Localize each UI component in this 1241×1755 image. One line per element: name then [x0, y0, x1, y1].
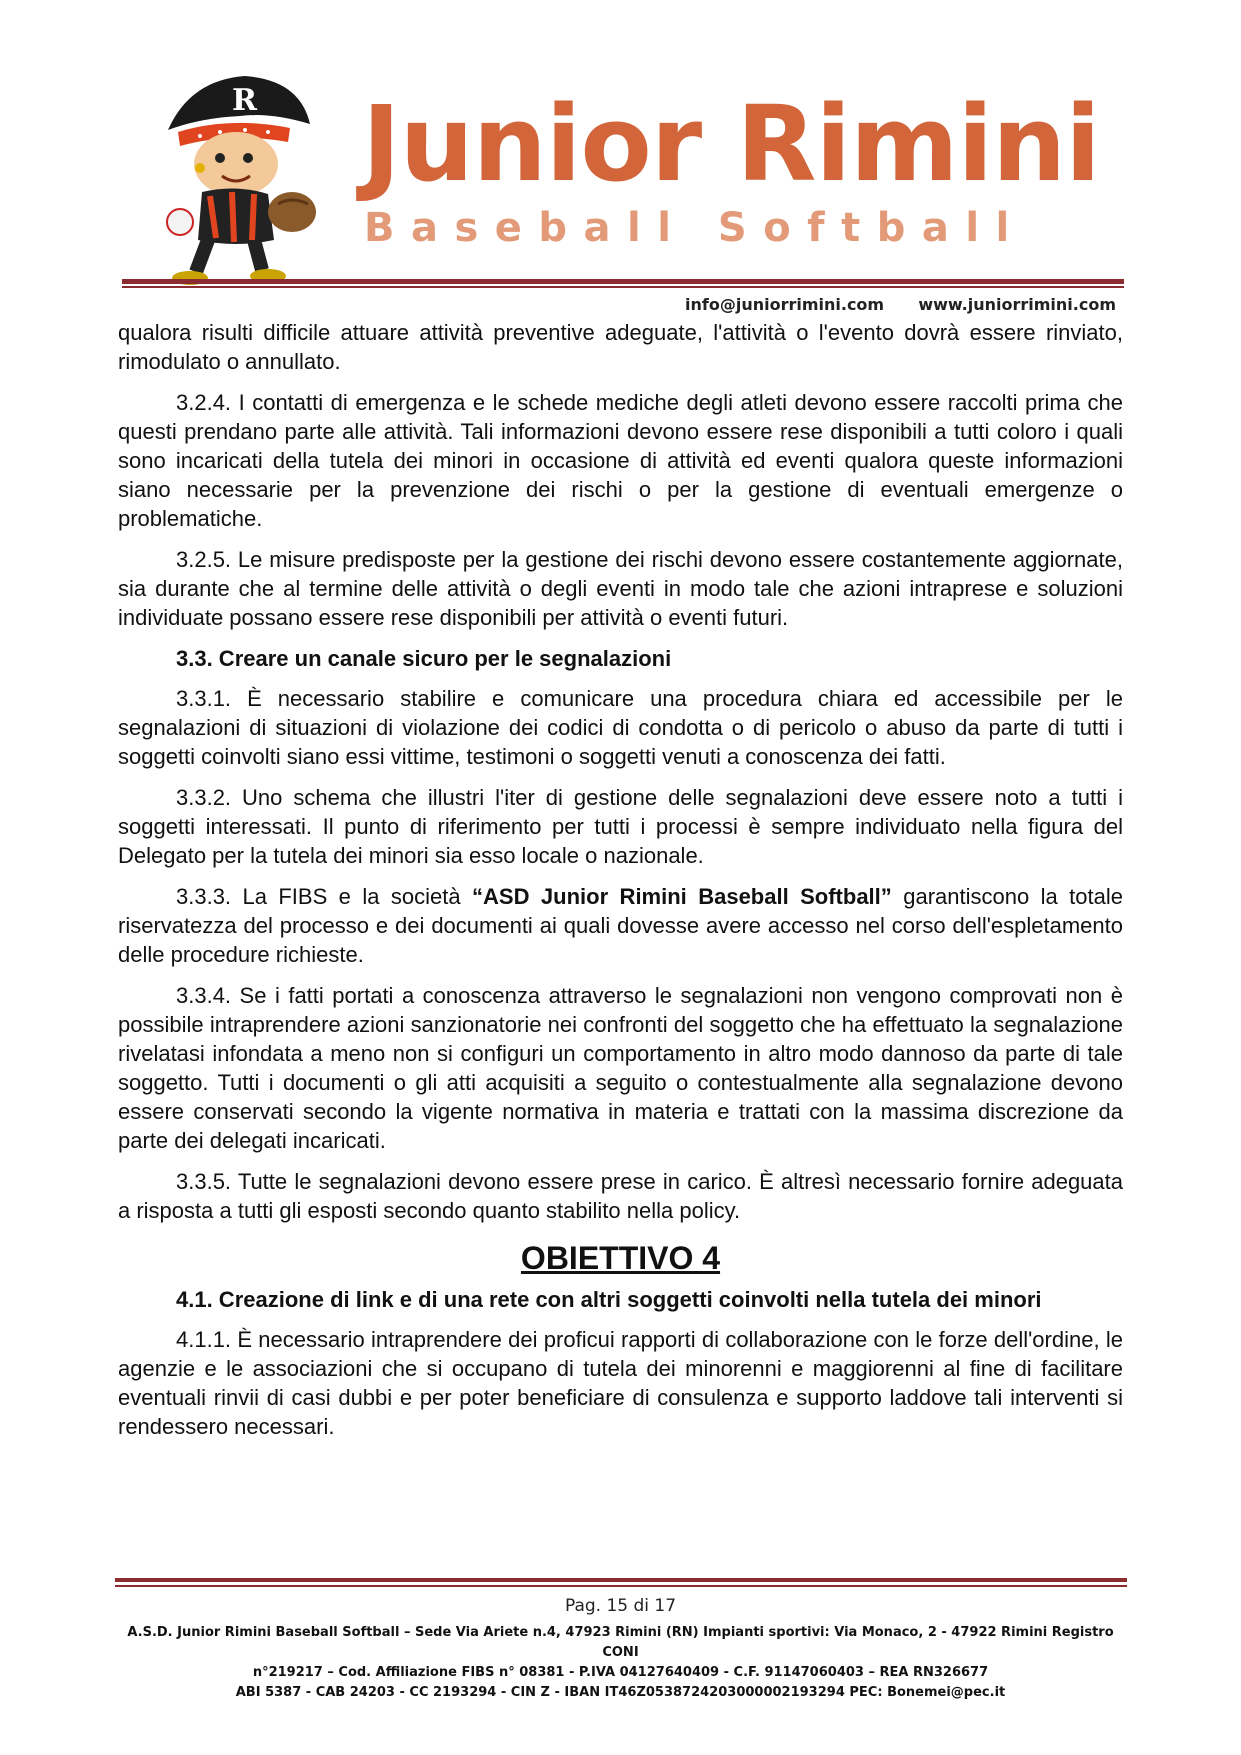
organization-name: “ASD Junior Rimini Baseball Softball” [472, 884, 892, 909]
section-heading-3-3: 3.3. Creare un canale sicuro per le segnalazioni [176, 646, 672, 671]
document-body [118, 318, 1123, 1453]
contact-website[interactable]: www.juniorrimini.com [918, 295, 1116, 314]
pirate-mascot-logo [150, 72, 325, 287]
page-number: Pag. 15 di 17 [564, 1596, 677, 1616]
legal-line-3: ABI 5387 - CAB 24203 - CC 2193294 - CIN Z - IBAN IT46Z0538724203000002193294 PEC: Bonemei@pec.it [235, 1685, 1006, 1700]
footer-legal [120, 1623, 1121, 1703]
paragraph-3-3-5: 3.3.5. Tutte le segnalazioni devono essere prese in carico. È altresì necessario fornire adeguata a risposta a tutti gli esposti secondo quanto stabilito nella policy. [118, 1169, 1123, 1223]
contact-email[interactable]: info@juniorrimini.com [685, 295, 885, 314]
paragraph-3-3-2: 3.3.2. Uno schema che illustri l'iter di gestione delle segnalazioni deve essere noto a tutti i soggetti interessati. Il punto di riferimento per tutti i processi è sempre individuato nella figura del Delegato per la tutela dei minori sia esso locale o nazionale. [118, 785, 1123, 868]
header-rule-thick [122, 279, 1124, 284]
brand-subtitle: Baseball Softball [364, 205, 1026, 251]
paragraph-3-3-3-end: garantiscono la totale riservatezza del processo e dei documenti ai quali dovesse avere accesso nel corso dell'espletamento delle procedure richieste. [118, 884, 1123, 967]
paragraph-3-3-3 [118, 882, 1123, 969]
paragraph-4-1-1: 4.1.1. È necessario intraprendere dei proficui rapporti di collaborazione con le forze dell'ordine, le agenzie e le associazioni che si occupano di tutela dei minorenni e maggiorenni al fine di facilitare eventuali rinvii di casi dubbi e per poter beneficiare di consulenza e supporto laddove tali interventi si rendessero necessari. [118, 1327, 1123, 1439]
footer-rule-thin [115, 1585, 1127, 1587]
paragraph-continuation: qualora risulti difficile attuare attività preventive adeguate, l'attività o l'evento dovrà essere rinviato, rimodulato o annullato. [118, 320, 1123, 374]
brand-title: Junior Rimini [362, 83, 1100, 205]
svg-text:R: R [232, 83, 257, 118]
objective-heading: OBIETTIVO 4 [520, 1240, 721, 1276]
legal-line-2: n°219217 – Cod. Affiliazione FIBS n° 08381 - P.IVA 04127640409 - C.F. 91147060403 – REA RN326677 [252, 1665, 989, 1680]
paragraph-3-3-1: 3.3.1. È necessario stabilire e comunicare una procedura chiara ed accessibile per le segnalazioni di situazioni di violazione dei codici di condotta o di pericolo o abuso da parte di tutti i soggetti coinvolti siano essi vittime, testimoni o soggetti venuti a conoscenza dei fatti. [118, 686, 1123, 769]
paragraph-3-3-3-start: 3.3.3. La FIBS e la società [176, 884, 473, 909]
paragraph-3-2-4: 3.2.4. I contatti di emergenza e le schede mediche degli atleti devono essere raccolti prima che questi prendano parte alle attività. Tali informazioni devono essere rese disponibili a tutti coloro i quali sono incaricati della tutela dei minori in occasione di attività ed eventi qualora queste informazioni siano necessarie per la prevenzione dei rischi o per la gestione di eventuali emergenze o problematiche. [118, 390, 1123, 531]
paragraph-3-3-4: 3.3.4. Se i fatti portati a conoscenza attraverso le segnalazioni non vengono comprovati non è possibile intraprendere azioni sanzionatorie nei confronti del soggetto che ha effettuato la segnalazione rivelatasi infondata a meno non si configuri un comportamento in altro modo dannoso da parte di tale soggetto. Tutti i documenti o gli atti acquisiti a seguito o contestualmente alla segnalazione devono essere conservati secondo la vigente normativa in materia e trattati con la massima discrezione da parte dei delegati incaricati. [118, 983, 1123, 1153]
page-header [0, 0, 1241, 320]
section-heading-4-1: 4.1. Creazione di link e di una rete con altri soggetti coinvolti nella tutela dei minori [176, 1287, 1042, 1312]
footer-rule-thick [115, 1578, 1127, 1582]
header-rule-thin [122, 286, 1124, 288]
paragraph-3-2-5: 3.2.5. Le misure predisposte per la gestione dei rischi devono essere costantemente aggiornate, sia durante che al termine delle attività o degli eventi in modo tale che azioni intraprese e soluzioni individuate possano essere rese disponibili per attività o eventi futuri. [118, 547, 1123, 630]
legal-line-1: A.S.D. Junior Rimini Baseball Softball – Sede Via Ariete n.4, 47923 Rimini (RN) Impianti sportivi: Via Monaco, 2 - 47922 Rimini Registro CONI [127, 1625, 1114, 1660]
